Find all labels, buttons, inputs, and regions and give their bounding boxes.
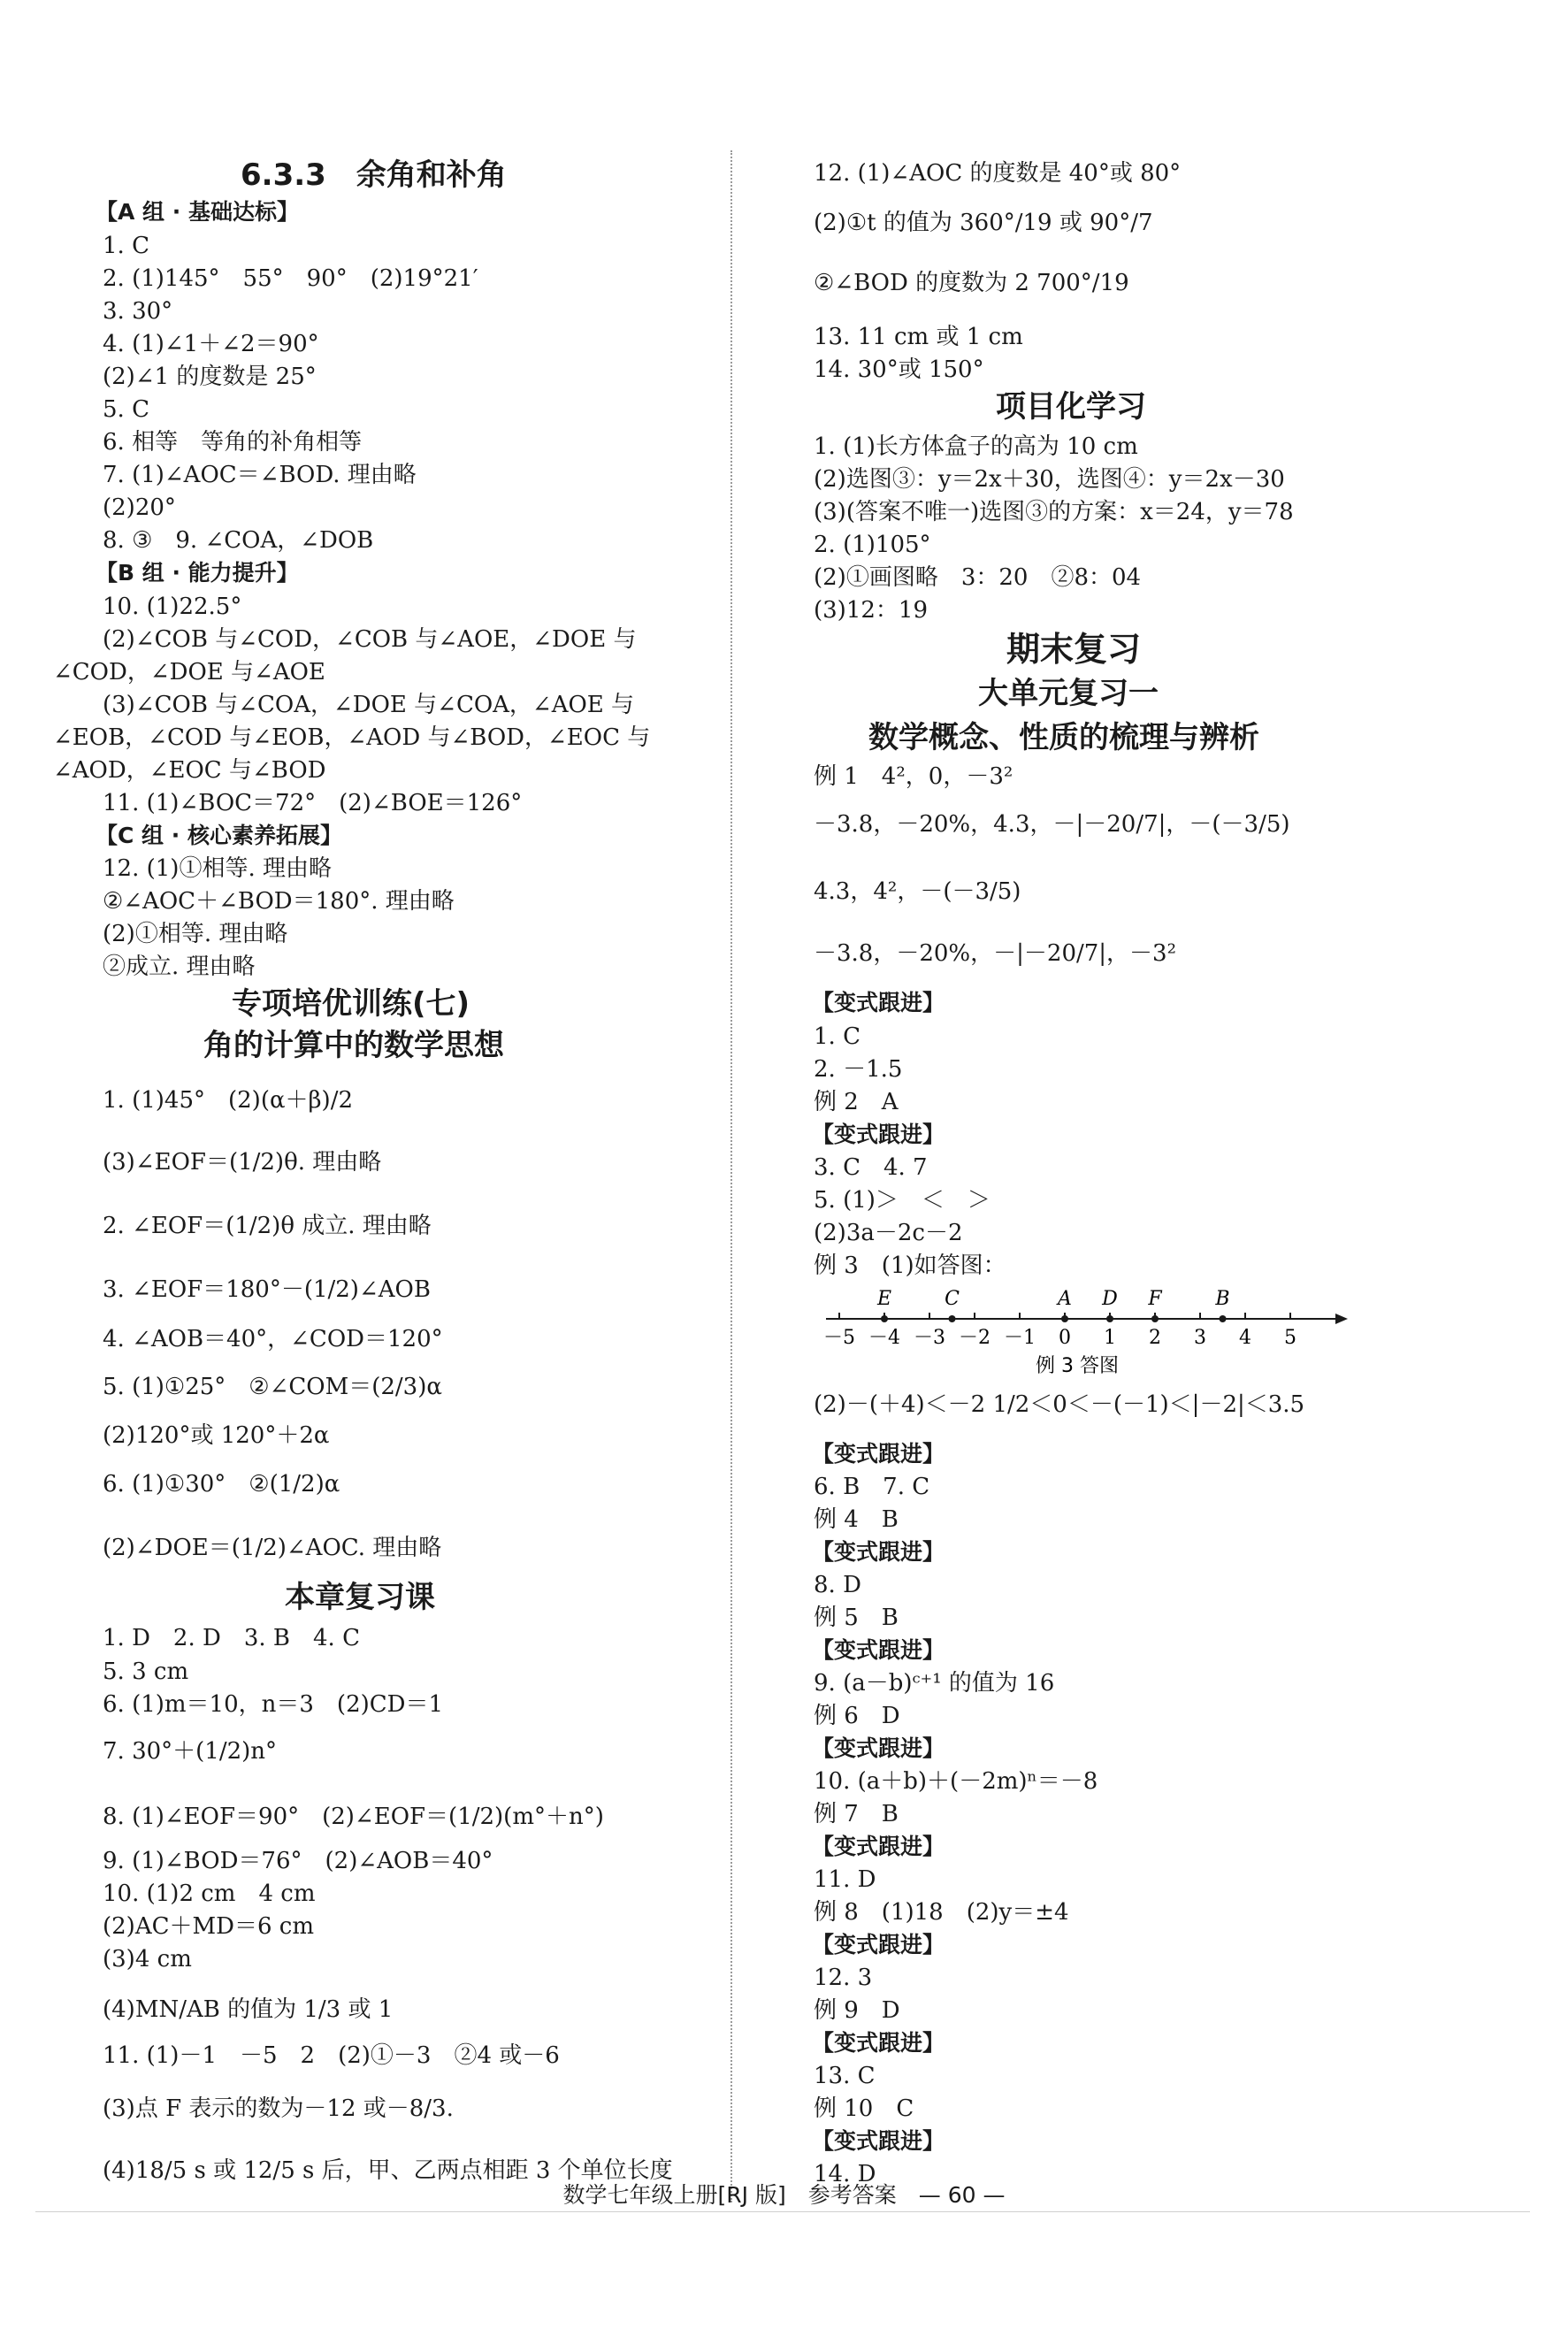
answer-line: 13. 11 cm 或 1 cm [814,324,1023,350]
answer-line: 1. (1)长方体盒子的高为 10 cm [814,433,1138,460]
number-line-tick-label: －3 [914,1327,945,1349]
example-line: 4.3，4²，－(－3/5) [814,878,1021,905]
answer-line: (2)选图③：y＝2x＋30，选图④：y＝2x－30 [814,466,1285,493]
example-line: 例 1 4²，0，－3² [814,763,1013,790]
answer-line: 1. C [103,233,149,259]
section-title-angle-thinking: 角的计算中的数学思想 [203,1028,504,1063]
answer-line: (3)4 cm [103,1946,192,1972]
column-divider [730,150,732,2202]
answer-line: 例 3 (1)如答图： [814,1252,1006,1279]
number-line-caption: 例 3 答图 [1036,1355,1119,1375]
number-line-tick-label: －2 [959,1327,991,1349]
number-line-point-F [1151,1315,1159,1322]
number-line-tick-label: 0 [1059,1327,1071,1349]
group-b-heading: 【B 组 · 能力提升】 [96,560,299,586]
answer-line: 5. C [103,396,149,423]
answer-line: (2)3a－2c－2 [814,1220,963,1246]
answer-line: ∠AOD，∠EOC 与∠BOD [53,757,326,784]
footer-rule [35,2211,1530,2212]
example-line: －3.8，－20%，－|－20/7|，－3² [814,940,1177,967]
answer-line: 4. (1)∠1＋∠2＝90° [103,331,319,357]
answer-line: 6. (1)m＝10，n＝3 (2)CD＝1 [103,1691,444,1718]
answer-line: 8. (1)∠EOF＝90° (2)∠EOF＝(1/2)(m°＋n°) [103,1804,604,1830]
variant-heading: 【变式跟进】 [812,1441,945,1467]
answer-line: 6. (1)①30° ②(1/2)α [103,1471,340,1498]
answer-line: 2. ∠EOF＝(1/2)θ 成立. 理由略 [103,1213,432,1239]
answer-line: 12. (1)①相等. 理由略 [103,855,332,882]
answer-line: (3)∠EOF＝(1/2)θ. 理由略 [103,1149,382,1176]
number-line-tick-label: －1 [1004,1327,1036,1349]
answer-line: 11. (1)∠BOC＝72° (2)∠BOE＝126° [103,790,523,816]
number-line-tick-label: 3 [1194,1327,1206,1349]
answer-line: 2. (1)145° 55° 90° (2)19°21′ [103,265,478,292]
answer-line: (3)点 F 表示的数为－12 或－8/3. [103,2095,454,2122]
number-line-tick-label: 5 [1284,1327,1296,1349]
number-line-tick-label: －5 [823,1327,855,1349]
section-title-concepts: 数学概念、性质的梳理与辨析 [868,720,1259,755]
variant-heading: 【变式跟进】 [812,1932,945,1957]
answer-line: 3. ∠EOF＝180°－(1/2)∠AOB [103,1276,431,1303]
answer-line: 12. 3 [814,1965,873,1991]
answer-line: 14. 30°或 150° [814,356,984,383]
number-line-figure [821,1287,1351,1375]
number-line-point-label: D [1102,1288,1118,1310]
answer-line: (2)∠DOE＝(1/2)∠AOC. 理由略 [103,1535,442,1561]
number-line-point-B [1220,1315,1227,1322]
variant-heading: 【变式跟进】 [812,1539,945,1565]
section-title-6-3-3: 6.3.3 余角和补角 [241,157,507,193]
answer-line: 14. D [814,2161,876,2187]
answer-line: (2)∠COB 与∠COD，∠COB 与∠AOE，∠DOE 与 [103,626,637,653]
answer-line: ∠EOB，∠COD 与∠EOB，∠AOD 与∠BOD，∠EOC 与 [53,724,651,751]
number-line-tick-label: 2 [1149,1327,1161,1349]
answer-line: (4)MN/AB 的值为 1/3 或 1 [103,1996,394,2023]
answer-line: (3)(答案不唯一)选图③的方案：x＝24，y＝78 [814,499,1294,525]
answer-line: 10. (1)2 cm 4 cm [103,1881,316,1907]
answer-line: 6. B 7. C [814,1474,930,1500]
variant-heading: 【变式跟进】 [812,1834,945,1859]
answer-line: 1. (1)45° (2)(α＋β)/2 [103,1087,353,1114]
answer-line: ②∠AOC＋∠BOD＝180°. 理由略 [103,888,455,915]
answer-line: 1. C [814,1023,860,1050]
answer-line: 13. C [814,2063,876,2089]
answer-line: 6. 相等 等角的补角相等 [103,429,363,456]
answer-line: 5. (1)＞ ＜ ＞ [814,1187,991,1214]
group-a-heading: 【A 组 · 基础达标】 [96,199,299,225]
answer-line: ②成立. 理由略 [103,954,256,980]
answer-line: (3)∠COB 与∠COA，∠DOE 与∠COA，∠AOE 与 [103,692,635,718]
answer-line: ②∠BOD 的度数为 2 700°/19 [814,270,1129,296]
number-line-point-label: F [1148,1288,1162,1310]
answer-line: 7. 30°＋(1/2)n° [103,1738,278,1765]
answer-line: (2)20° [103,494,176,521]
answer-line: (2)AC＋MD＝6 cm [103,1913,314,1940]
variant-heading: 【变式跟进】 [812,990,945,1015]
answer-line: 例 9 D [814,1997,900,2024]
answer-line: 5. 3 cm [103,1658,189,1685]
number-line-point-label: B [1215,1288,1230,1310]
example-line: －3.8，－20%，4.3，－|－20/7|，－(－3/5) [814,811,1290,838]
variant-heading: 【变式跟进】 [812,1735,945,1761]
answer-line: 2. (1)105° [814,532,931,558]
answer-line: 9. (a－b)ᶜ⁺¹ 的值为 16 [814,1670,1055,1697]
number-line-tick-label: 4 [1239,1327,1251,1349]
answer-line: 例 5 B [814,1605,899,1631]
answer-line: 8. ③ 9. ∠COA，∠DOB [103,527,374,554]
answer-line: 例 2 A [814,1089,899,1115]
answer-line: 2. －1.5 [814,1056,903,1083]
answer-line: 11. D [814,1866,876,1893]
answer-line: 12. (1)∠AOC 的度数是 40°或 80° [814,160,1182,187]
number-line-point-label: C [945,1288,960,1310]
variant-heading: 【变式跟进】 [812,2030,945,2056]
answer-line: 8. D [814,1572,861,1598]
answer-line: 4. ∠AOB＝40°，∠COD＝120° [103,1326,443,1352]
answer-line: 7. (1)∠AOC＝∠BOD. 理由略 [103,462,417,488]
answer-line: (2)①画图略 3：20 ②8：04 [814,564,1142,591]
number-line-point-A [1061,1315,1068,1322]
number-line-point-E [881,1315,888,1322]
section-title-unit-review-1: 大单元复习一 [978,676,1159,711]
answer-line: 例 4 B [814,1506,899,1533]
answer-line: ∠COD，∠DOE 与∠AOE [53,659,325,686]
section-title-special-training: 专项培优训练(七) [232,986,470,1022]
answer-line: (2)①相等. 理由略 [103,921,288,947]
answer-line: (2)－(＋4)＜－2 1/2＜0＜－(－1)＜|－2|＜3.5 [814,1391,1305,1418]
page-footer: 数学七年级上册[RJ 版] 参考答案 — 60 — [562,2182,1006,2208]
variant-heading: 【变式跟进】 [812,1637,945,1663]
section-title-final-review: 期末复习 [1006,630,1142,669]
answer-line: 3. C 4. 7 [814,1154,928,1181]
answer-line: 3. 30° [103,298,173,325]
answer-line: (2)120°或 120°＋2α [103,1422,330,1449]
number-line-point-D [1106,1315,1113,1322]
answer-line: 例 10 C [814,2095,914,2122]
answer-line: (4)18/5 s 或 12/5 s 后，甲、乙两点相距 3 个单位长度 [103,2157,673,2184]
section-title-chapter-review: 本章复习课 [285,1580,435,1615]
number-line-point-label: A [1058,1288,1072,1310]
answer-line: 10. (1)22.5° [103,594,242,620]
answer-line: 例 7 B [814,1801,899,1827]
answer-line: 例 8 (1)18 (2)y＝±4 [814,1899,1069,1926]
answer-line: 11. (1)－1 －5 2 (2)①－3 ②4 或－6 [103,2042,560,2069]
number-line-tick-label: －4 [868,1327,900,1349]
variant-heading: 【变式跟进】 [812,2128,945,2154]
answer-line: (2)①t 的值为 360°/19 或 90°/7 [814,210,1153,236]
number-line-point-label: E [876,1288,892,1310]
answer-line: 10. (a＋b)＋(－2m)ⁿ＝－8 [814,1768,1098,1795]
number-line-point-C [949,1315,956,1322]
answer-line: 5. (1)①25° ②∠COM＝(2/3)α [103,1374,442,1400]
answer-line: (3)12：19 [814,597,928,624]
answer-line: 1. D 2. D 3. B 4. C [103,1625,360,1651]
answer-line: (2)∠1 的度数是 25° [103,364,317,390]
variant-heading: 【变式跟进】 [812,1122,945,1147]
group-c-heading: 【C 组 · 核心素养拓展】 [96,823,342,848]
number-line-tick-label: 1 [1104,1327,1116,1349]
arrow-right-icon [1335,1314,1348,1324]
answer-line: 9. (1)∠BOD＝76° (2)∠AOB＝40° [103,1848,493,1874]
answer-line: 例 6 D [814,1703,900,1729]
section-title-project: 项目化学习 [996,389,1146,425]
